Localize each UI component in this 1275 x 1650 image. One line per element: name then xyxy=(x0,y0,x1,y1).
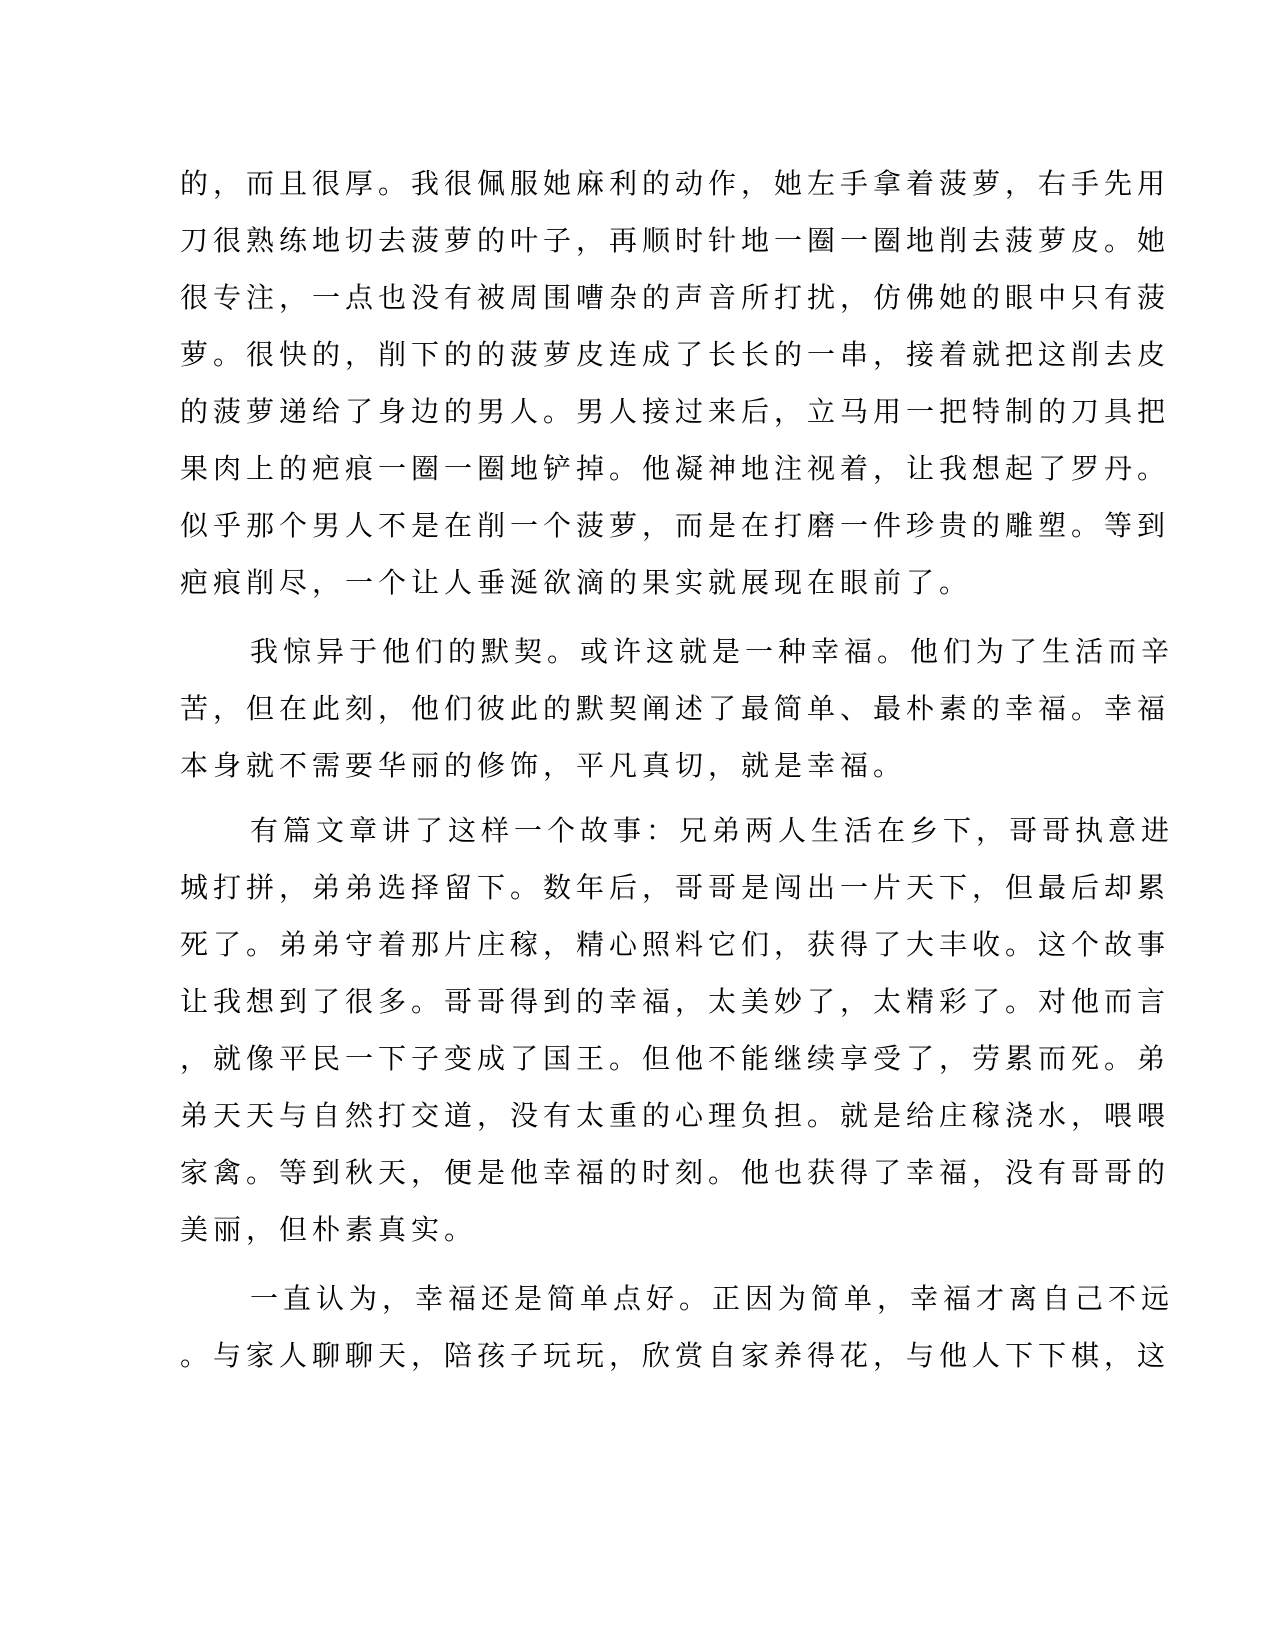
text-line: 让我想到了很多。哥哥得到的幸福，太美妙了，太精彩了。对他而言 xyxy=(180,985,1171,1018)
text-line: 果肉上的疤痕一圈一圈地铲掉。他凝神地注视着，让我想起了罗丹。 xyxy=(180,452,1171,485)
text-line: 的菠萝递给了身边的男人。男人接过来后，立马用一把特制的刀具把 xyxy=(180,395,1171,428)
text-line: ，就像平民一下子变成了国王。但他不能继续享受了，劳累而死。弟 xyxy=(180,1042,1171,1075)
text-line: 刀很熟练地切去菠萝的叶子，再顺时针地一圈一圈地削去菠萝皮。她 xyxy=(180,224,1171,257)
text-line: 似乎那个男人不是在削一个菠萝，而是在打磨一件珍贵的雕塑。等到 xyxy=(180,509,1171,542)
text-line: 家禽。等到秋天，便是他幸福的时刻。他也获得了幸福，没有哥哥的 xyxy=(180,1156,1171,1189)
paragraph-first-line: 一直认为，幸福还是简单点好。正因为简单，幸福才离自己不远 xyxy=(250,1282,1175,1315)
text-line: 美丽，但朴素真实。 xyxy=(180,1213,478,1246)
text-line: 萝。很快的，削下的的菠萝皮连成了长长的一串，接着就把这削去皮 xyxy=(180,338,1171,371)
text-line: 死了。弟弟守着那片庄稼，精心照料它们，获得了大丰收。这个故事 xyxy=(180,928,1171,961)
text-line: 苦，但在此刻，他们彼此的默契阐述了最简单、最朴素的幸福。幸福 xyxy=(180,692,1171,725)
text-line: 本身就不需要华丽的修饰，平凡真切，就是幸福。 xyxy=(180,749,907,782)
paragraph-first-line: 有篇文章讲了这样一个故事：兄弟两人生活在乡下，哥哥执意进 xyxy=(250,814,1175,847)
text-line: 城打拼，弟弟选择留下。数年后，哥哥是闯出一片天下，但最后却累 xyxy=(180,871,1171,904)
text-line: 的，而且很厚。我很佩服她麻利的动作，她左手拿着菠萝，右手先用 xyxy=(180,167,1171,200)
text-line: 弟天天与自然打交道，没有太重的心理负担。就是给庄稼浇水，喂喂 xyxy=(180,1099,1171,1132)
text-line: 很专注，一点也没有被周围嘈杂的声音所打扰，仿佛她的眼中只有菠 xyxy=(180,281,1171,314)
paragraph-first-line: 我惊异于他们的默契。或许这就是一种幸福。他们为了生活而辛 xyxy=(250,635,1175,668)
text-line: 。与家人聊聊天，陪孩子玩玩，欣赏自家养得花，与他人下下棋，这 xyxy=(180,1339,1171,1372)
text-line: 疤痕削尽，一个让人垂涎欲滴的果实就展现在眼前了。 xyxy=(180,566,973,599)
